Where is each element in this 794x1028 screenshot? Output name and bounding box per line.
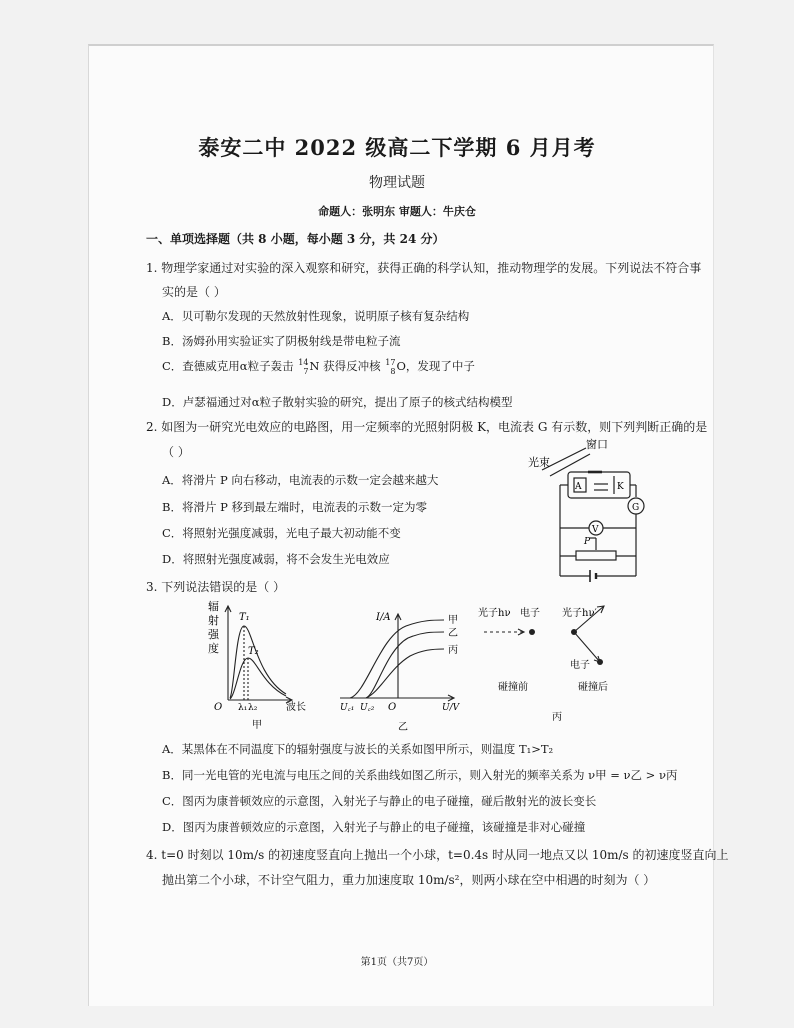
q2-option-d: D．将照射光强度减弱，将不会发生光电效应 bbox=[162, 552, 390, 566]
slider-label: P bbox=[584, 537, 591, 547]
jia-caption: 甲 bbox=[252, 720, 262, 731]
section-heading: 一、单项选择题（共 8 小题，每小题 3 分，共 24 分） bbox=[146, 232, 445, 246]
q2-option-c: C．将照射光强度减弱，光电子最大初动能不变 bbox=[162, 526, 401, 540]
nitrogen-symbol: N bbox=[309, 359, 320, 373]
electron-before-dot bbox=[529, 629, 535, 635]
photocurrent-voltage-figure bbox=[336, 606, 470, 734]
q4-stem-line2: 抛出第二个小球，不计空气阻力，重力加速度取 10m/s²，则两小球在空中相遇的时刻为（ ） bbox=[162, 873, 656, 887]
jia-lambda1-label: λ₁ bbox=[238, 703, 248, 713]
recoil-electron-path bbox=[574, 632, 600, 662]
photoelectric-circuit-figure bbox=[528, 434, 658, 584]
q3-option-c: C．图丙为康普顿效应的示意图，入射光子与静止的电子碰撞，碰后散射光的波长变长 bbox=[162, 794, 597, 808]
curve-bing bbox=[366, 649, 444, 698]
q1-option-d: D．卢瑟福通过对α粒子散射实验的研究，提出了原子的核式结构模型 bbox=[162, 395, 513, 409]
jia-ylabel-3: 强 bbox=[208, 628, 219, 641]
q1-c-post: ，发现了中子 bbox=[405, 359, 475, 373]
q1-stem-line1: 1. 物理学家通过对实验的深入观察和研究，获得正确的科学认知，推动物理学的发展。下列说法不符合事 bbox=[146, 261, 702, 275]
jia-t1-label: T₁ bbox=[239, 612, 250, 623]
page-footer: 第1页（共7页） bbox=[360, 957, 434, 968]
yi-origin-label: O bbox=[388, 702, 397, 713]
bing-caption: 丙 bbox=[552, 712, 562, 723]
yi-uc2-label: U꜀₂ bbox=[360, 703, 375, 713]
anode-label: A bbox=[575, 482, 582, 492]
window-label: 窗口 bbox=[586, 438, 608, 451]
authors-line: 命题人：张明东 审题人：牛庆仓 bbox=[318, 205, 476, 218]
q2-option-b: B．将滑片 P 移到最左端时，电流表的示数一定为零 bbox=[162, 500, 427, 514]
jia-ylabel-2: 射 bbox=[208, 614, 219, 627]
q1-c-mid: 获得反冲核 bbox=[323, 359, 381, 373]
q3-option-a: A．某黑体在不同温度下的辐射强度与波长的关系如图甲所示，则温度 T₁>T₂ bbox=[162, 742, 554, 756]
page-title: 泰安二中 2022 级高二下学期 6 月月考 bbox=[198, 135, 596, 160]
jia-ylabel-1: 辐 bbox=[208, 600, 219, 613]
yi-xlabel: U/V bbox=[442, 703, 460, 713]
yi-series-jia: 甲 bbox=[448, 615, 458, 626]
q2-option-a: A．将滑片 P 向右移动，电流表的示数一定会越来越大 bbox=[162, 473, 439, 487]
scattered-photon-label: 光子hν′ bbox=[562, 608, 597, 619]
collision-point-dot bbox=[571, 629, 577, 635]
electron-after-dot bbox=[597, 659, 603, 665]
page-subtitle: 物理试题 bbox=[369, 175, 425, 191]
yi-series-yi: 乙 bbox=[448, 628, 458, 639]
oxygen-isotope-numbers: 17 8 bbox=[385, 358, 396, 376]
incident-photon-label: 光子hν bbox=[478, 608, 511, 619]
q1-stem-line2: 实的是（ ） bbox=[162, 285, 226, 299]
recoil-electron-label: 电子 bbox=[570, 660, 590, 671]
yi-ylabel: I/A bbox=[376, 612, 391, 623]
oxygen-symbol: O bbox=[396, 359, 406, 373]
q1-option-a: A．贝可勒尔发现的天然放射性现象，说明原子核有复杂结构 bbox=[162, 309, 470, 323]
galvanometer-label: G bbox=[632, 503, 640, 513]
yi-caption: 乙 bbox=[398, 722, 408, 733]
q4-stem-line1: 4. t=0 时刻以 10m/s 的初速度竖直向上抛出一个小球，t=0.4s 时从同一地点又以 10m/s 的初速度竖直向上 bbox=[146, 848, 729, 862]
jia-t2-label: T₂ bbox=[248, 646, 259, 657]
jia-lambda2-label: λ₂ bbox=[248, 703, 258, 713]
after-collision-label: 碰撞后 bbox=[578, 682, 608, 693]
curve-t1 bbox=[230, 626, 286, 698]
q2-stem-line2: （ ） bbox=[162, 445, 190, 459]
yi-series-bing: 丙 bbox=[448, 645, 458, 656]
rheostat bbox=[576, 551, 616, 560]
before-collision-label: 碰撞前 bbox=[498, 682, 528, 693]
jia-xlabel: 波长 bbox=[286, 702, 306, 713]
nitrogen-isotope-numbers: 14 7 bbox=[298, 358, 309, 376]
voltmeter-label: V bbox=[592, 525, 599, 535]
q2-stem-line1: 2. 如图为一研究光电效应的电路图，用一定频率的光照射阴极 K，电流表 G 有示数，则下列判断正确的是 bbox=[146, 420, 708, 434]
blackbody-radiation-figure bbox=[200, 596, 322, 732]
cathode-label: K bbox=[617, 482, 624, 492]
jia-ylabel-4: 度 bbox=[208, 642, 219, 655]
yi-uc1-label: U꜀₁ bbox=[340, 703, 355, 713]
curve-jia bbox=[350, 620, 444, 698]
jia-origin-label: O bbox=[214, 702, 223, 713]
electron-label: 电子 bbox=[520, 608, 540, 619]
q1-c-pre: C．查德威克用α粒子轰击 bbox=[162, 359, 294, 373]
compton-scattering-figure bbox=[478, 598, 658, 724]
q3-stem: 3. 下列说法错误的是（ ） bbox=[146, 580, 286, 594]
q3-option-d: D．图丙为康普顿效应的示意图，入射光子与静止的电子碰撞，该碰撞是非对心碰撞 bbox=[162, 820, 586, 834]
q3-option-b: B．同一光电管的光电流与电压之间的关系曲线如图乙所示，则入射光的频率关系为 ν甲 = ν乙 > ν丙 bbox=[162, 768, 678, 782]
curve-t2 bbox=[230, 658, 286, 699]
light-beam-label: 光束 bbox=[528, 456, 550, 469]
q1-option-b: B．汤姆孙用实验证实了阴极射线是带电粒子流 bbox=[162, 334, 401, 348]
q1-option-c bbox=[162, 358, 475, 376]
